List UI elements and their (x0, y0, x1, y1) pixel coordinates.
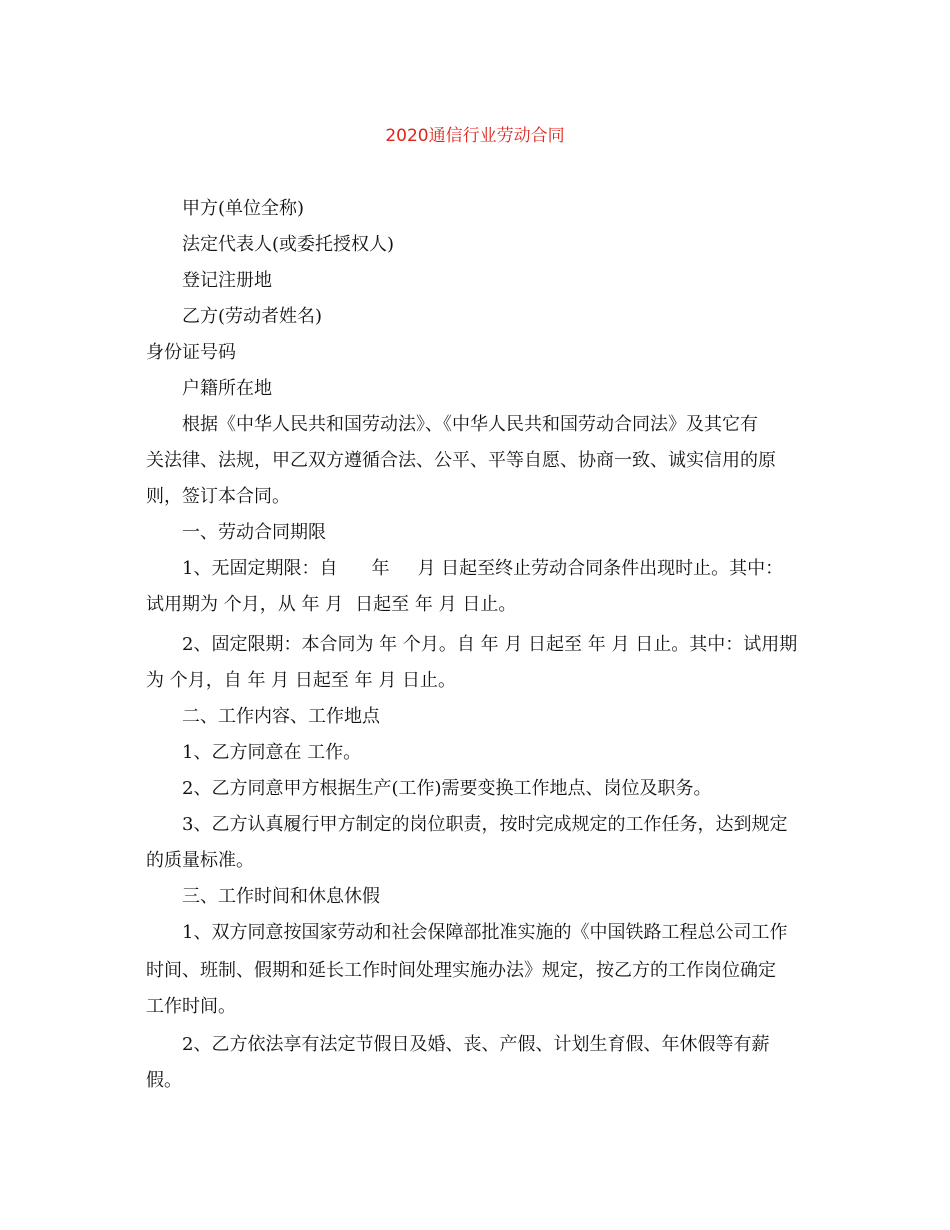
preamble-line: 则，签订本合同。 (146, 486, 290, 507)
section-3-item-1-cont: 时间、班制、假期和延长工作时间处理实施办法》规定，按乙方的工作岗位确定 (146, 960, 776, 981)
section-3-title: 三、工作时间和休息休假 (182, 886, 380, 907)
section-1-item-2: 2、固定限期：本合同为 年 个月。自 年 月 日起至 年 月 日止。其中：试用期 (182, 634, 798, 655)
party-a-label: 甲方(单位全称) (182, 198, 305, 219)
item-text: 1、无固定期限：自 (182, 558, 338, 579)
preamble-line: 关法律、法规，甲乙双方遵循合法、公平、平等自愿、协商一致、诚实信用的原 (146, 450, 776, 471)
section-1-item-1-cont (146, 592, 826, 618)
section-2-item-3-cont: 的质量标准。 (146, 850, 254, 871)
section-2-title: 二、工作内容、工作地点 (182, 706, 380, 727)
section-3-item-2-cont: 假。 (146, 1070, 182, 1091)
party-b-label: 乙方(劳动者姓名) (182, 306, 323, 327)
reg-place-label: 登记注册地 (182, 270, 272, 291)
section-2-item-2: 2、乙方同意甲方根据生产(工作)需要变换工作地点、岗位及职务。 (182, 778, 712, 799)
section-1-title: 一、劳动合同期限 (182, 522, 326, 543)
section-1-item-1 (182, 556, 862, 582)
section-1-item-2-cont: 为 个月，自 年 月 日起至 年 月 日止。 (146, 670, 457, 691)
section-2-item-3: 3、乙方认真履行甲方制定的岗位职责，按时完成规定的工作任务，达到规定 (182, 814, 788, 835)
id-number-label: 身份证号码 (146, 342, 236, 363)
legal-rep-label: 法定代表人(或委托授权人) (182, 234, 395, 255)
document-title: 2020通信行业劳动合同 (385, 126, 565, 146)
item-text: 年 (371, 558, 390, 579)
item-text: 日起至 年 月 日止。 (355, 594, 517, 615)
preamble-line: 根据《中华人民共和国劳动法》、《中华人民共和国劳动合同法》及其它有 (182, 414, 758, 435)
section-3-item-1: 1、双方同意按国家劳动和社会保障部批准实施的《中国铁路工程总公司工作 (182, 922, 788, 943)
section-3-item-2: 2、乙方依法享有法定节假日及婚、丧、产假、计划生育假、年休假等有薪 (182, 1034, 770, 1055)
item-text: 试用期为 个月，从 年 月 (146, 594, 344, 615)
hukou-label: 户籍所在地 (182, 378, 272, 399)
section-3-item-1-cont: 工作时间。 (146, 996, 236, 1017)
item-text: 月 日起至终止劳动合同条件出现时止。其中： (417, 558, 784, 579)
section-2-item-1: 1、乙方同意在 工作。 (182, 742, 362, 763)
